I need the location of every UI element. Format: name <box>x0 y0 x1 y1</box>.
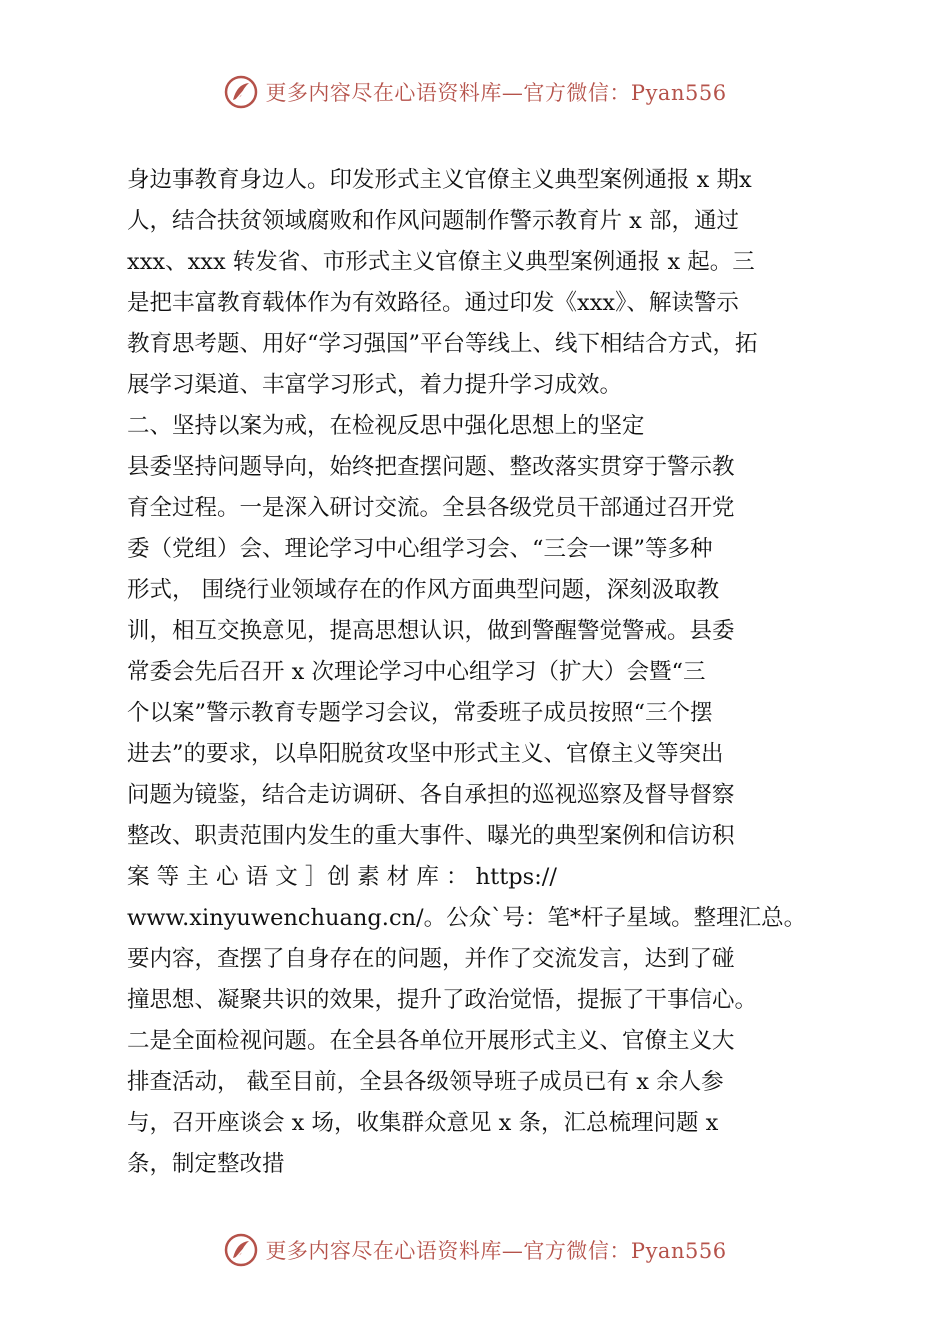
footer-banner <box>0 1228 950 1272</box>
banner-text: 更多内容尽在心语资料库—官方微信：Pyan556 <box>265 1239 727 1263</box>
text-line: 进去”的要求，以阜阳脱贫攻坚中形式主义、官僚主义等突出 <box>127 741 724 767</box>
logo-icon <box>223 1232 259 1268</box>
banner-text: 更多内容尽在心语资料库—官方微信：Pyan556 <box>265 81 727 105</box>
text-line: 与，召开座谈会 x 场，收集群众意见 x 条，汇总梳理问题 x <box>127 1110 719 1136</box>
text-line: 案 等 主 心 语 文 ］创 素 材 库 ： https:// <box>127 864 557 890</box>
text-line: 撞思想、凝聚共识的效果，提升了政治觉悟，提振了干事信心。 <box>127 987 758 1013</box>
header-banner <box>0 70 950 114</box>
text-line: 要内容，查摆了自身存在的问题，并作了交流发言，达到了碰 <box>127 946 735 972</box>
text-line: 展学习渠道、丰富学习形式，着力提升学习成效。 <box>127 372 623 398</box>
text-line: 形式， 围绕行业领域存在的作风方面典型问题，深刻汲取教 <box>127 577 720 603</box>
text-line: 二是全面检视问题。在全县各单位开展形式主义、官僚主义大 <box>127 1028 735 1054</box>
text-line: 教育思考题、用好“学习强国”平台等线上、线下相结合方式，拓 <box>127 331 758 357</box>
section-heading: 二、坚持以案为戒，在检视反思中强化思想上的坚定 <box>127 413 645 439</box>
text-line: 是把丰富教育载体作为有效路径。通过印发《xxx》、解读警示 <box>127 290 739 316</box>
text-line: 排查活动， 截至目前，全县各级领导班子成员已有 x 余人参 <box>127 1069 724 1095</box>
text-line: www.xinyuwenchuang.cn/。公众`号：笔*杆子星域。整理汇总。 <box>127 905 807 931</box>
document-body <box>127 160 822 1185</box>
text-line: 委（党组）会、理论学习中心组学习会、“三会一课”等多种 <box>127 536 713 562</box>
text-line: 身边事教育身边人。印发形式主义官僚主义典型案例通报 x 期x <box>127 167 752 193</box>
text-line: 个以案”警示教育专题学习会议，常委班子成员按照“三个摆 <box>127 700 713 726</box>
text-line: xxx、xxx 转发省、市形式主义官僚主义典型案例通报 x 起。三 <box>127 249 755 275</box>
text-line: 人，结合扶贫领域腐败和作风问题制作警示教育片 x 部，通过 <box>127 208 739 234</box>
text-line: 县委坚持问题导向，始终把查摆问题、整改落实贯穿于警示教 <box>127 454 735 480</box>
text-line: 育全过程。一是深入研讨交流。全县各级党员干部通过召开党 <box>127 495 735 521</box>
text-line: 条，制定整改措 <box>127 1151 285 1177</box>
logo-icon <box>223 74 259 110</box>
text-line: 常委会先后召开 x 次理论学习中心组学习（扩大）会暨“三 <box>127 659 706 685</box>
text-line: 问题为镜鉴，结合走访调研、各自承担的巡视巡察及督导督察 <box>127 782 735 808</box>
text-line: 训，相互交换意见，提高思想认识，做到警醒警觉警戒。县委 <box>127 618 735 644</box>
text-line: 整改、职责范围内发生的重大事件、曝光的典型案例和信访积 <box>127 823 735 849</box>
